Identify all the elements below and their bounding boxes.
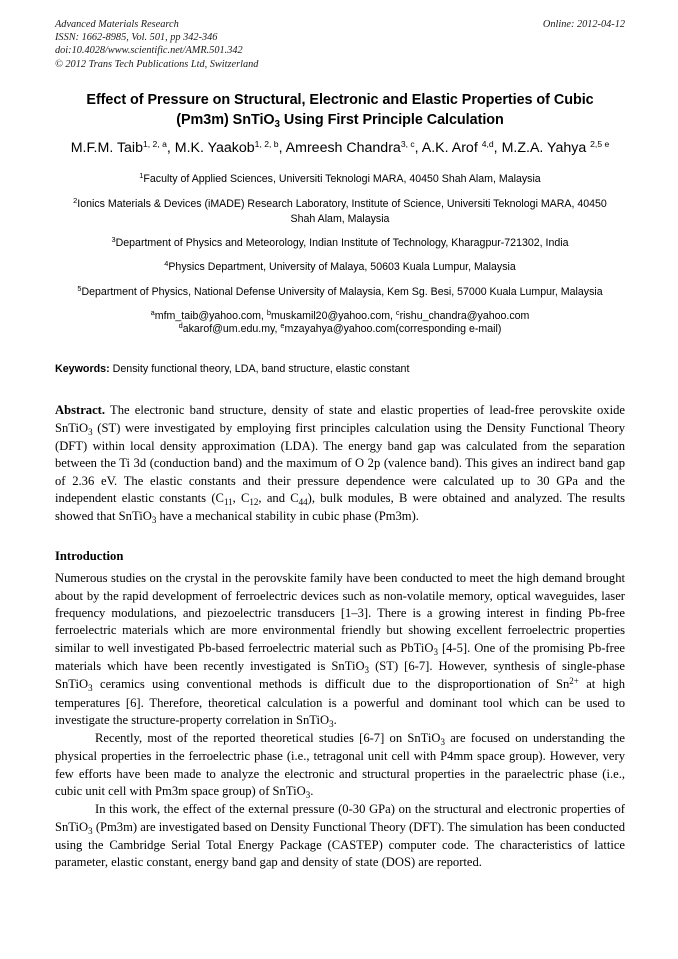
introduction-paragraph-3 bbox=[55, 801, 625, 871]
author-name: M.F.M. Taib bbox=[70, 140, 143, 156]
affiliation-marker: 3 bbox=[111, 234, 116, 244]
keywords-section bbox=[55, 362, 625, 376]
affiliation-marker: 5 bbox=[77, 283, 82, 293]
body-text-segment: Numerous studies on the crystal in the perovskite family have been conducted to meet the high demand brought about by the rapid development of ferroelectric devices such as non-volatile memory, optical waveguides, laser frequency modulations, and piezoelectric transducers [1–3]. There is a growing interest in finding Pb-free ferroelectric materials which are more environmental friendly but showing excellent ferroelectric properties similar to well investigated Pb-based ferroelectric material such as PbTiO bbox=[55, 571, 625, 655]
affiliation-list bbox=[55, 172, 625, 301]
chemical-subscript: 12 bbox=[249, 496, 259, 507]
body-text-segment: (Pm3m) are investigated based on Density Functional Theory (DFT). The simulation has been conducted using the Cambridge Serial Total Energy Package (CASTEP) computer code. The characteristics of lattice parameter, elastic constant, energy band gap and density of state (DOS) are reported. bbox=[55, 819, 625, 870]
author-entry bbox=[71, 140, 175, 156]
affiliation-item bbox=[55, 172, 625, 188]
email-marker: d bbox=[178, 320, 183, 330]
title-subscript: 3 bbox=[274, 118, 280, 130]
affiliation-text: Department of Physics, National Defense University of Malaysia, Kem Sg. Besi, 57000 Kuala Lumpur, Malaysia bbox=[81, 285, 603, 298]
body-text-segment: (ST) [6-7]. However, synthesis of single-phase SnTiO bbox=[55, 658, 625, 692]
chemical-subscript: 3 bbox=[364, 664, 370, 675]
chemical-subscript: 3 bbox=[305, 790, 311, 801]
author-affiliation-marker: 1, 2, b bbox=[254, 139, 279, 149]
chemical-subscript: 3 bbox=[151, 515, 157, 526]
author-name: Amreesh Chandra bbox=[285, 140, 401, 156]
abstract-text-segment: (ST) were investigated by employing first principles calculation using the Density Functional Theory (DFT) within local density approximation (LDA). The energy band gap was calculated from the separation between the Ti 3d (conduction band) and the maximum of O 2p (valence band). This gives an indirect band gap of 2.36 eV. The elastic constants and their pressure dependence were calculated up to 30 GPa and the independent elastic constants (C bbox=[55, 420, 625, 505]
author-affiliation-marker: 3, c bbox=[400, 139, 415, 149]
email-address[interactable]: rishu_chandra@yahoo.com bbox=[399, 309, 530, 322]
running-header bbox=[55, 18, 625, 74]
affiliation-item bbox=[55, 260, 625, 276]
section-heading-introduction: Introduction bbox=[55, 549, 124, 564]
email-address[interactable]: muskamil20@yahoo.com, bbox=[270, 309, 396, 322]
author-separator: , bbox=[166, 140, 175, 156]
author-entry bbox=[175, 140, 286, 156]
abstract-text-segment: The electronic band structure, density of state and elastic properties of lead-free perovskite oxide SnTiO bbox=[55, 403, 625, 435]
chemical-subscript: 11 bbox=[223, 496, 233, 507]
email-line-2 bbox=[55, 320, 625, 336]
body-text-segment: . bbox=[310, 784, 314, 799]
body-text-segment: at high temperatures [6]. Therefore, theoretical calculation is a powerful and dominant tool which can be used to investigate the structure-property correlation in SnTiO bbox=[55, 677, 626, 727]
abstract-text-segment: , and C bbox=[258, 490, 299, 505]
author-line-1 bbox=[71, 140, 502, 156]
journal-name: Advanced Materials Research bbox=[55, 19, 179, 30]
keywords-value: Density functional theory, LDA, band structure, elastic constant bbox=[109, 363, 410, 376]
online-publication-date: Online: 2012-04-12 bbox=[542, 19, 625, 30]
body-text-segment: Recently, most of the reported theoretical studies [6-7] on SnTiO bbox=[95, 731, 441, 746]
chemical-subscript: 3 bbox=[88, 683, 93, 694]
affiliation-text: Department of Physics and Meteorology, Indian Institute of Technology, Kharagpur-721302, India bbox=[115, 236, 569, 249]
affiliation-item bbox=[55, 285, 625, 301]
introduction-paragraph-2 bbox=[55, 730, 625, 801]
email-address[interactable]: akarof@um.edu.my, bbox=[182, 322, 281, 335]
chemical-subscript: 3 bbox=[433, 646, 438, 657]
abstract-text-segment: have a mechanical stability in cubic phase (Pm3m). bbox=[156, 509, 419, 524]
chemical-subscript: 3 bbox=[88, 426, 93, 437]
affiliation-text: Faculty of Applied Sciences, Universiti Teknologi MARA, 40450 Shah Alam, Malaysia bbox=[143, 173, 541, 185]
author-line-2 bbox=[502, 140, 610, 156]
email-marker: b bbox=[266, 307, 271, 317]
body-text-segment: are focused on understanding the physical properties in the ferroelectric phase (i.e., tetragonal unit cell with P4mm space group). However, very few efforts have been made to analyze the electronic and structural properties in the paraelectric phase (i.e., cubic unit cell with Pm3m space group) of SnTiO bbox=[55, 731, 625, 799]
author-name: A.K. Arof bbox=[421, 140, 482, 156]
copyright-line: © 2012 Trans Tech Publications Ltd, Switzerland bbox=[55, 58, 259, 70]
abstract-label: Abstract. bbox=[55, 403, 106, 418]
author-affiliation-marker: 2,5 e bbox=[590, 139, 610, 149]
chemical-subscript: 3 bbox=[440, 737, 445, 748]
chemical-subscript: 3 bbox=[329, 718, 334, 729]
author-affiliation-marker: 4,d bbox=[481, 139, 494, 149]
chemical-subscript: 44 bbox=[298, 496, 308, 507]
email-marker: e bbox=[280, 320, 285, 330]
abstract-text-segment: , C bbox=[232, 490, 250, 505]
body-text-segment: [4-5]. One of the promising Pb-free materials which have been recently investigated is SnTiO bbox=[55, 640, 625, 673]
affiliation-text: Ionics Materials & Devices (iMADE) Research Laboratory, Institute of Science, Universiti Teknologi MARA, 40450 Shah Alam, Malaysia bbox=[77, 197, 607, 226]
body-text-segment: . bbox=[333, 712, 337, 727]
email-list bbox=[55, 307, 625, 337]
email-line-1 bbox=[55, 307, 625, 323]
doi-line: doi:10.4028/www.scientific.net/AMR.501.342 bbox=[55, 45, 243, 57]
email-marker: c bbox=[395, 307, 400, 317]
abstract-section bbox=[55, 402, 625, 526]
author-name: M.K. Yaakob bbox=[174, 140, 255, 156]
author-affiliation-marker: 1, 2, a bbox=[142, 139, 167, 149]
author-entry bbox=[286, 140, 422, 156]
author-separator: , bbox=[493, 140, 498, 156]
title-line-2-post: Using First Principle Calculation bbox=[279, 111, 504, 128]
ion-charge-superscript: 2+ bbox=[569, 676, 579, 687]
affiliation-text: Physics Department, University of Malaya, 50603 Kuala Lumpur, Malaysia bbox=[168, 261, 516, 274]
email-address[interactable]: mzayahya@yahoo.com(corresponding e-mail) bbox=[284, 322, 502, 335]
title-line-1: Effect of Pressure on Structural, Electronic and Elastic Properties of bbox=[86, 92, 550, 108]
author-name: M.Z.A. Yahya bbox=[501, 140, 591, 156]
affiliation-marker: 4 bbox=[164, 259, 169, 269]
header-left-block bbox=[55, 18, 625, 71]
chemical-subscript: 3 bbox=[88, 825, 93, 836]
author-entry bbox=[502, 140, 610, 156]
affiliation-marker: 2 bbox=[73, 195, 78, 205]
issn-volume-pages: ISSN: 1662-8985, Vol. 501, pp 342-346 bbox=[55, 32, 218, 44]
author-list bbox=[55, 138, 625, 160]
keywords-label: Keywords: bbox=[55, 363, 110, 376]
affiliation-marker: 1 bbox=[139, 171, 144, 180]
author-entry bbox=[422, 140, 498, 156]
body-text-segment: ceramics using conventional methods is difficult due to the disproportionation of Sn bbox=[92, 677, 570, 692]
affiliation-item bbox=[55, 236, 625, 252]
author-separator: , bbox=[278, 140, 286, 156]
email-address[interactable]: mfm_taib@yahoo.com, bbox=[154, 309, 267, 322]
title-line-2-pre: Cubic (Pm3m) SnTiO bbox=[176, 92, 594, 128]
page-title bbox=[55, 91, 625, 131]
email-marker: a bbox=[150, 307, 155, 317]
abstract-text-segment: ), bulk modules, B were obtained and analyzed. The results showed that SnTiO bbox=[55, 490, 626, 524]
body-text-segment: In this work, the effect of the external pressure (0-30 GPa) on the structural and electronic properties of SnTiO bbox=[55, 802, 625, 834]
author-separator: , bbox=[414, 140, 422, 156]
affiliation-item bbox=[55, 197, 625, 227]
introduction-paragraph-1 bbox=[55, 570, 625, 730]
